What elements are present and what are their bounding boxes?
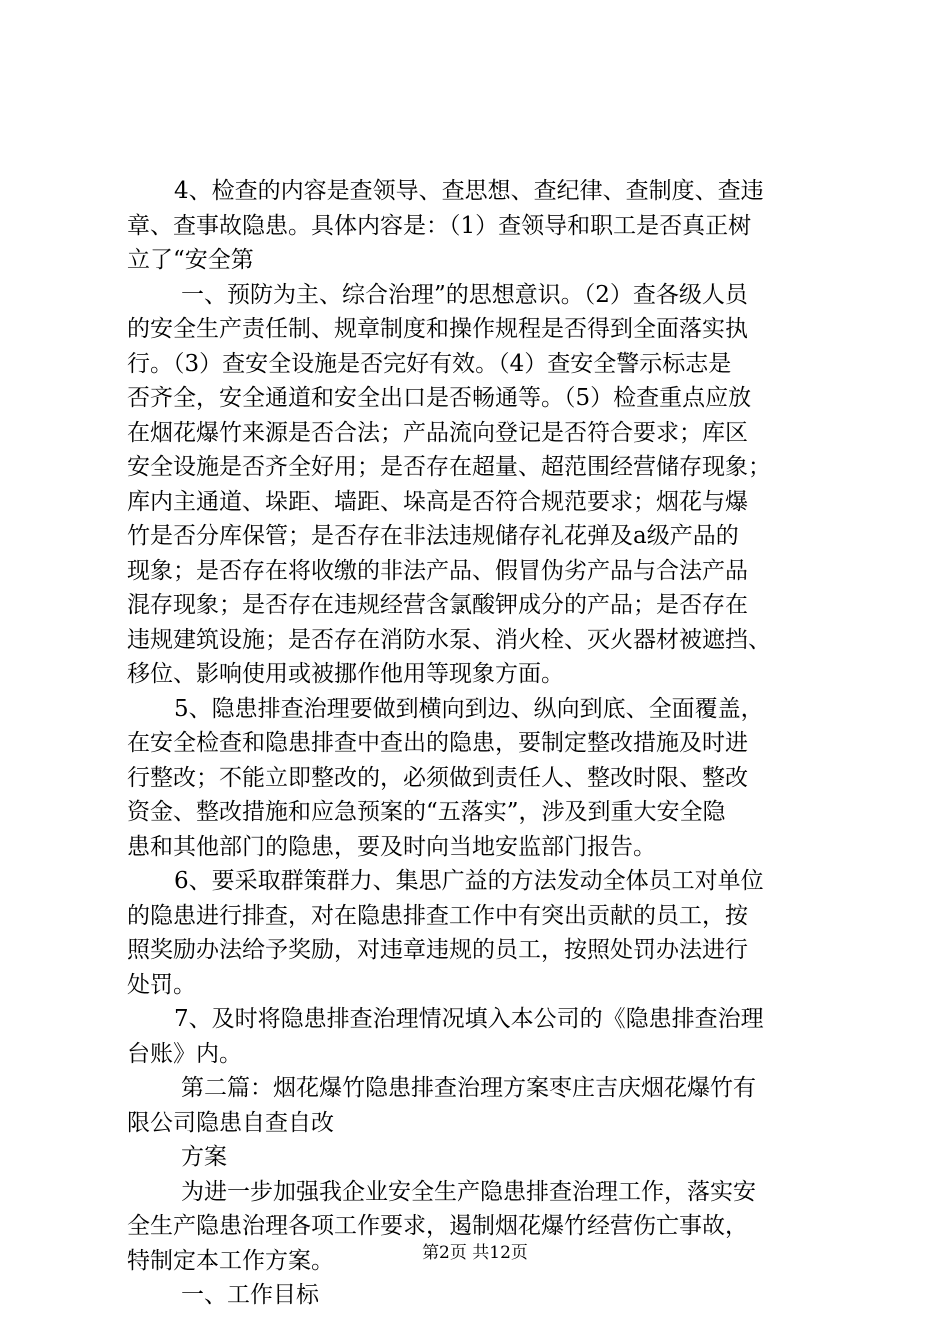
paragraph-line: 在安全检查和隐患排查中查出的隐患，要制定整改措施及时进: [127, 730, 748, 756]
paragraph-line: 照奖励办法给予奖励，对违章违规的员工，按照处罚办法进行: [127, 937, 748, 963]
paragraph-line: 违规建筑设施；是否存在消防水泵、消火栓、灭火器材被遮挡、: [127, 626, 771, 653]
subsection-heading: 一、工作目标: [181, 1282, 319, 1308]
paragraph-line: 现象；是否存在将收缴的非法产品、假冒伪劣产品与合法产品: [127, 557, 748, 584]
paragraph-line: 在烟花爆竹来源是否合法；产品流向登记是否符合要求；库区: [127, 419, 748, 446]
paragraph-line: 资金、整改措施和应急预案的“五落实”，涉及到重大安全隐: [127, 799, 726, 825]
section-heading-line: 第二篇：烟花爆竹隐患排查治理方案枣庄吉庆烟花爆竹有: [181, 1075, 756, 1101]
paragraph-line: 否齐全，安全通道和安全出口是否畅通等。（5）检查重点应放: [127, 385, 752, 411]
paragraph-line: 6、要采取群策群力、集思广益的方法发动全体员工对单位: [174, 868, 764, 894]
paragraph-line: 4、检查的内容是查领导、查思想、查纪律、查制度、查违: [174, 178, 764, 204]
section-heading-line: 方案: [181, 1144, 227, 1170]
paragraph-line: 一、预防为主、综合治理”的思想意识。（2）查各级人员: [181, 281, 748, 308]
paragraph-line: 7、及时将隐患排查治理情况填入本公司的《隐患排查治理: [174, 1006, 764, 1032]
paragraph-line: 的安全生产责任制、规章制度和操作规程是否得到全面落实执: [127, 316, 748, 342]
paragraph-line: 的隐患进行排查，对在隐患排查工作中有突出贡献的员工，按: [127, 902, 748, 929]
paragraph-line: 立了“安全第: [127, 247, 254, 273]
paragraph-line: 竹是否分库保管；是否存在非法违规储存礼花弹及a级产品的: [127, 523, 739, 549]
paragraph-line: 行整改；不能立即整改的，必须做到责任人、整改时限、整改: [127, 764, 748, 791]
document-body: [127, 174, 835, 1313]
paragraph-line: 移位、影响使用或被挪作他用等现象方面。: [127, 661, 564, 687]
paragraph-line: 安全设施是否齐全好用；是否存在超量、超范围经营储存现象；: [127, 454, 771, 480]
paragraph-line: 特制定本工作方案。: [127, 1247, 334, 1274]
page-footer: [0, 1241, 950, 1265]
paragraph-line: 库内主通道、垛距、墙距、垛高是否符合规范要求；烟花与爆: [127, 488, 748, 515]
paragraph-line: 行。（3）查安全设施是否完好有效。（4）查安全警示标志是: [127, 350, 732, 377]
page-indicator: 第2页 共12页: [422, 1243, 528, 1263]
paragraph-line: 患和其他部门的隐患，要及时向当地安监部门报告。: [127, 833, 656, 860]
paragraph-line: 为进一步加强我企业安全生产隐患排查治理工作，落实安: [181, 1178, 756, 1205]
paragraph-line: 处罚。: [127, 971, 196, 998]
section-heading-line: 限公司隐患自查自改: [127, 1109, 334, 1136]
paragraph-line: 全生产隐患治理各项工作要求，遏制烟花爆竹经营伤亡事故，: [127, 1213, 748, 1239]
paragraph-line: 章、查事故隐患。具体内容是：（1）查领导和职工是否真正树: [127, 212, 752, 239]
paragraph-line: 混存现象；是否存在违规经营含氯酸钾成分的产品；是否存在: [127, 592, 748, 618]
paragraph-line: 台账》内。: [127, 1040, 242, 1067]
paragraph-line: 5、隐患排查治理要做到横向到边、纵向到底、全面覆盖，: [174, 695, 764, 722]
